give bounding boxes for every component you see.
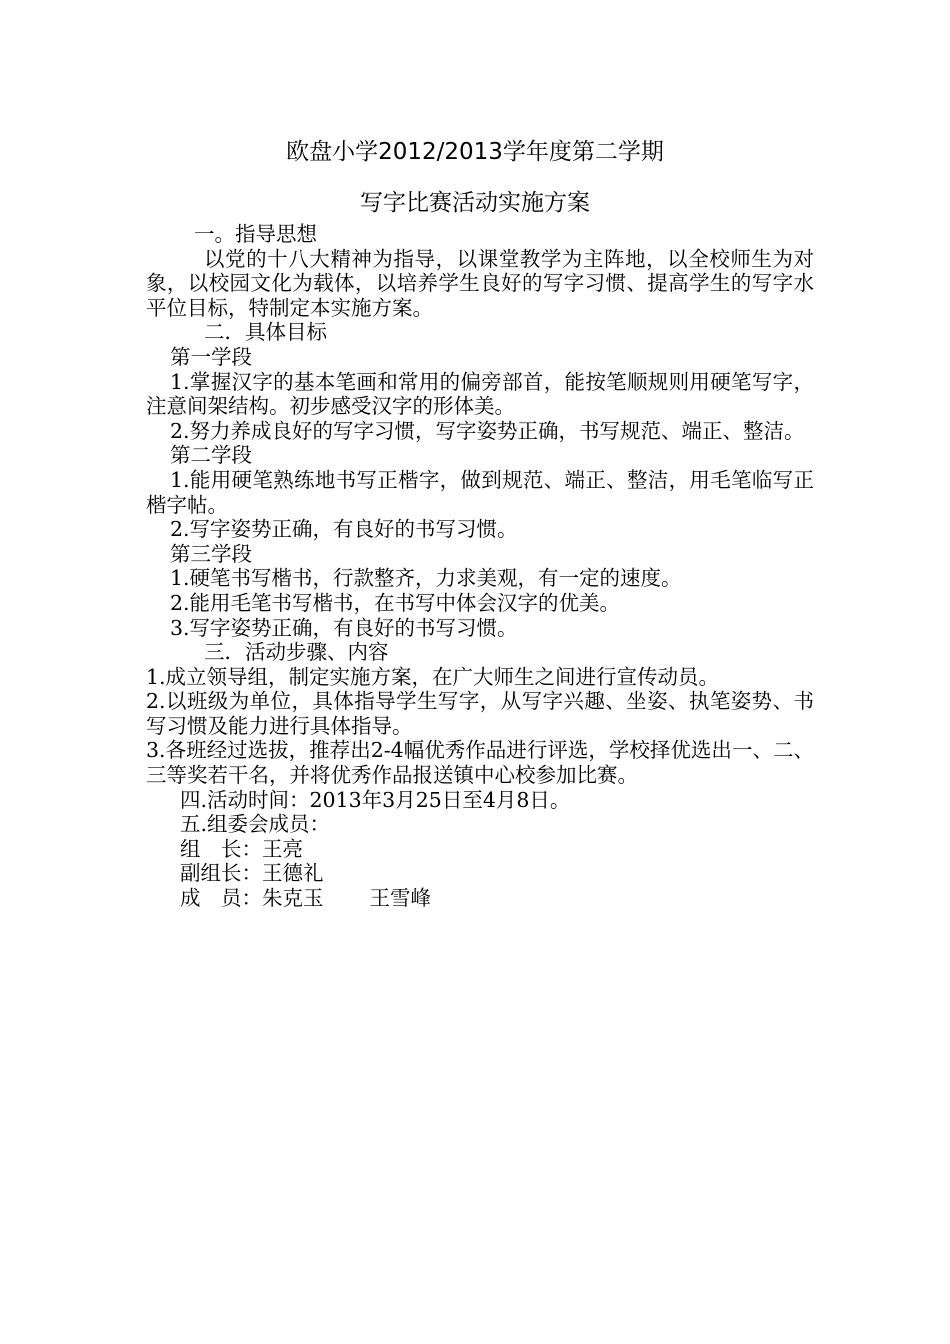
stage1-item1: 1.掌握汉字的基本笔画和常用的偏旁部首，能按笔顺规则用硬笔写字，注意间架结构。初步感受汉字的形体美。: [146, 369, 814, 419]
document-body: [146, 222, 814, 911]
section4-line: 四.活动时间：2013年3月25日至4月8日。: [180, 787, 571, 812]
member-name-2: 王雪峰: [369, 886, 431, 911]
committee-leader: [146, 837, 814, 862]
document-title-line1: 欧盘小学2012/2013学年度第二学期: [286, 139, 664, 165]
member-label: 成 员：: [180, 886, 262, 911]
stage3-item2: 2.能用毛笔书写楷书，在书写中体会汉字的优美。: [170, 590, 621, 615]
stage3-label: 第三学段: [170, 541, 252, 566]
stage2-item1: 1.能用硬笔熟练地书写正楷字，做到规范、端正、整洁，用毛笔临写正楷字帖。: [146, 467, 814, 517]
section3-heading: 三．活动步骤、内容: [204, 640, 389, 665]
section2-heading: 二．具体目标: [204, 320, 327, 345]
document-title-line2: 写字比赛活动实施方案: [360, 190, 590, 216]
vice-label: 副组长：: [180, 861, 262, 886]
section1-paragraph: 以党的十八大精神为指导，以课堂教学为主阵地，以全校师生为对象，以校园文化为载体，以培养学生良好的写字习惯、提高学生的写字水平位目标，特制定本实施方案。: [146, 246, 814, 320]
section1-heading: 一。指导思想: [194, 222, 317, 246]
stage1-label: 第一学段: [170, 344, 252, 369]
committee-members: [146, 886, 814, 911]
section3-item1: 1.成立领导组，制定实施方案，在广大师生之间进行宣传动员。: [146, 664, 720, 689]
committee-vice-leader: [146, 861, 814, 886]
section3-item3: 3.各班经过选拔，推荐出2-4幅优秀作品进行评选，学校择优选出一、二、三等奖若干名，并将优秀作品报送镇中心校参加比赛。: [146, 738, 814, 788]
stage3-item3: 3.写字姿势正确，有良好的书写习惯。: [170, 615, 518, 640]
stage2-item2: 2.写字姿势正确，有良好的书写习惯。: [170, 517, 518, 542]
leader-name: 王亮: [262, 836, 303, 861]
member-name-1: 朱克玉: [262, 886, 324, 911]
vice-name: 王德礼: [262, 861, 324, 886]
section5-heading: 五.组委会成员：: [180, 812, 331, 837]
section3-item2: 2.以班级为单位，具体指导学生写字，从写字兴趣、坐姿、执笔姿势、书写习惯及能力进行具体指导。: [146, 689, 814, 738]
stage1-item2: 2.努力养成良好的写字习惯，写字姿势正确，书写规范、端正、整洁。: [170, 418, 805, 443]
leader-label: 组 长：: [180, 836, 262, 861]
stage3-item1: 1.硬笔书写楷书，行款整齐，力求美观，有一定的速度。: [170, 566, 682, 591]
stage2-label: 第二学段: [170, 443, 252, 468]
